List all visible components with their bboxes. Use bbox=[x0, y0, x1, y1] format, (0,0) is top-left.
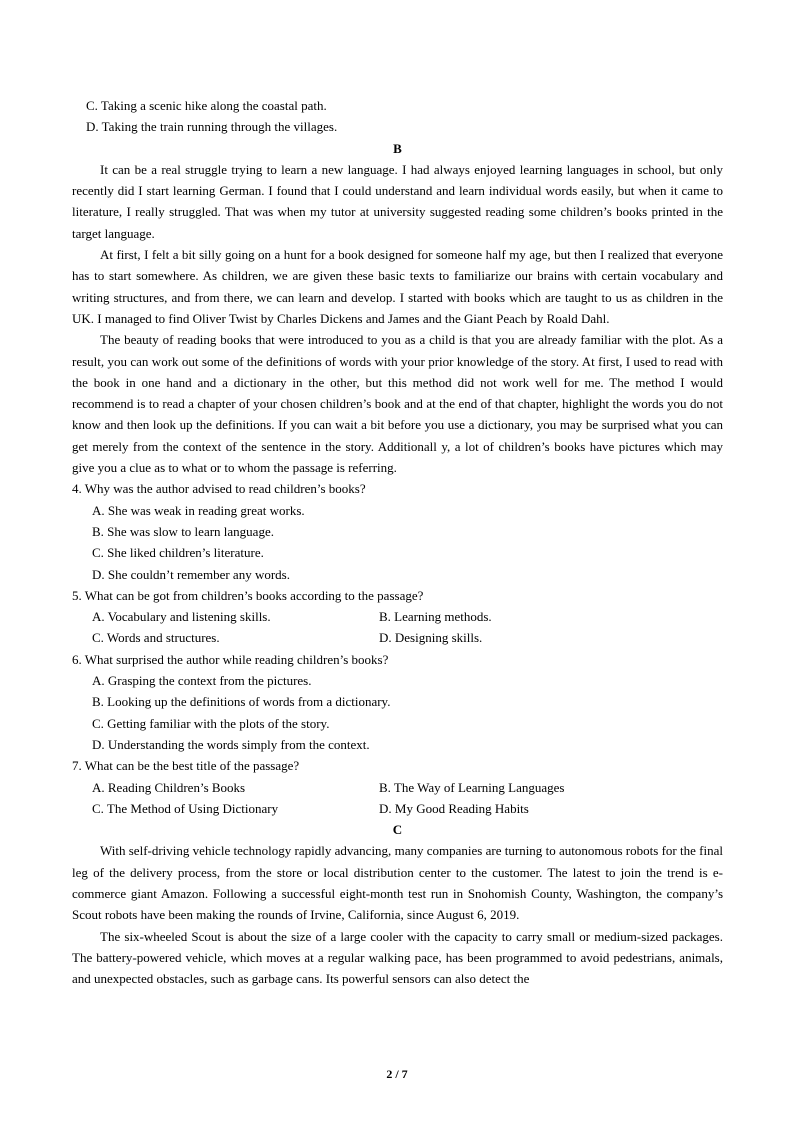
question-7-option-c: C. The Method of Using Dictionary bbox=[92, 800, 279, 816]
question-6-option-a: A. Grasping the context from the pictures. bbox=[92, 673, 312, 689]
section-b-paragraph-1: It can be a real struggle trying to learn a new language. I had always enjoyed learning languages in school, but only recently did I start learning German. I found that I could understand and learn individual words easily, but when it came to literature, I really struggled. That was when my tutor at university suggested reading some children’s books printed in the target language. bbox=[72, 161, 723, 241]
question-7-row-1 bbox=[72, 777, 723, 798]
question-5-row-2 bbox=[72, 627, 723, 648]
question-7-option-b: B. The Way of Learning Languages bbox=[379, 779, 565, 795]
question-5-option-d: D. Designing skills. bbox=[379, 630, 483, 646]
section-b-paragraph-3: The beauty of reading books that were introduced to you as a child is that you are already familiar with the plot. As a result, you can work out some of the definitions of words with your prior knowledge of the story. At first, I used to read with the book in one hand and a dictionary in the other, but this method did not work well for me. The method I would recommend is to read a chapter of your chosen children’s book and at the end of that chapter, highlight the words you do not know and then look up the definitions. If you can wait a bit before you use a dictionary, you may be surprised what you can get merely from the context of the sentence in the story. Additionall y, a lot of children’s books have pictures which may give you a clue as to what or to whom the passage is referring. bbox=[72, 332, 723, 476]
question-5-stem: 5. What can be got from children’s books according to the passage? bbox=[72, 587, 424, 603]
document-page bbox=[72, 95, 723, 989]
question-4-option-d: D. She couldn’t remember any words. bbox=[92, 566, 290, 582]
section-c-paragraph-2: The six-wheeled Scout is about the size of a large cooler with the capacity to carry small or medium-sized packages. The battery-powered vehicle, which moves at a regular walking pace, has been programmed to avoid pedestrians, animals, and unexpected obstacles, such as garbage cans. Its powerful sensors can also detect the bbox=[72, 928, 723, 987]
question-6-option-b: B. Looking up the definitions of words from a dictionary. bbox=[92, 694, 391, 710]
section-b-paragraph-2: At first, I felt a bit silly going on a hunt for a book designed for someone half my age, but then I realized that everyone has to start somewhere. As children, we are given these basic texts to familiarize our brains with certain vocabulary and writing structures, and from there, we can learn and develop. I started with books which are taught to us as children in the UK. I managed to find Oliver Twist by Charles Dickens and James and the Giant Peach by Roald Dahl. bbox=[72, 247, 723, 326]
question-6-option-c: C. Getting familiar with the plots of the story. bbox=[92, 715, 330, 731]
section-b-heading: B bbox=[393, 140, 402, 156]
question-5-row-1 bbox=[72, 606, 723, 627]
question-4-stem: 4. Why was the author advised to read children’s books? bbox=[72, 481, 366, 497]
question-6-option-d: D. Understanding the words simply from the context. bbox=[92, 736, 370, 752]
question-5-option-a: A. Vocabulary and listening skills. bbox=[92, 609, 271, 625]
question-7-option-d: D. My Good Reading Habits bbox=[379, 800, 529, 816]
question-5-option-b: B. Learning methods. bbox=[379, 609, 492, 625]
question-4-option-b: B. She was slow to learn language. bbox=[92, 523, 274, 539]
prev-option-c: C. Taking a scenic hike along the coastal path. bbox=[86, 98, 327, 113]
prev-option-d: D. Taking the train running through the villages. bbox=[86, 119, 338, 135]
question-5-option-c: C. Words and structures. bbox=[92, 630, 220, 646]
question-7-option-a: A. Reading Children’s Books bbox=[92, 779, 246, 795]
section-c-paragraph-1: With self-driving vehicle technology rapidly advancing, many companies are turning to autonomous robots for the final leg of the delivery process, from the store or local distribution center to the customer. The latest to join the trend is e-commerce giant Amazon. Following a successful eight-month test run in Snohomish County, Washington, the company’s Scout robots have been making the rounds of Irvine, California, since August 6, 2019. bbox=[72, 843, 723, 923]
question-7-row-2 bbox=[72, 798, 723, 819]
question-6-stem: 6. What surprised the author while reading children’s books? bbox=[72, 651, 389, 667]
page-number: 2 / 7 bbox=[386, 1067, 408, 1081]
question-4-option-a: A. She was weak in reading great works. bbox=[92, 502, 305, 518]
question-4-option-c: C. She liked children’s literature. bbox=[92, 545, 264, 561]
question-7-stem: 7. What can be the best title of the passage? bbox=[72, 758, 300, 774]
section-c-heading: C bbox=[392, 822, 403, 838]
